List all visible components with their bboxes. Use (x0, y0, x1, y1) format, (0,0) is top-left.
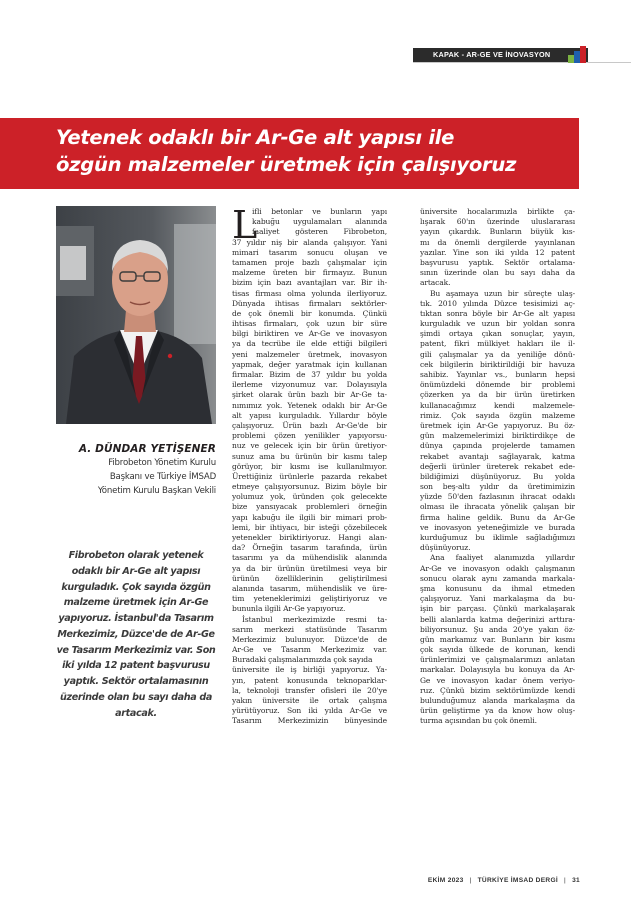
body-text-line: çözerken ya da bir ürün üretirken (420, 390, 575, 400)
section-tag: KAPAK - AR-GE VE İNOVASYON (413, 48, 588, 62)
body-text-line: üniversite ile iş birliği yapıyoruz. Ya- (232, 665, 387, 675)
body-text-line: Merkezimiz bulunuyor. Düzce'de de (232, 634, 387, 644)
body-text-line: cek bilgilerin biriktirildiği bir havuza (420, 359, 575, 369)
body-text-line: Ürettiğiniz ürünlerle pazarda rekabet (232, 471, 387, 481)
pull-quote (56, 548, 216, 721)
body-text-line: de çok önemli bir konumda. Çünkü (232, 308, 387, 318)
body-text-line: çok sayıda ülkede de korunan, kendi (420, 645, 575, 655)
body-text-line: üniversite hocalarımızla birlikte ça- (420, 207, 575, 216)
body-text-line: yazılar. Yine son iki yılda 12 patent (420, 247, 575, 257)
body-text-line: çalışıyoruz. Yani markalaşma da bu- (420, 594, 575, 604)
body-text-line: da? Örneğin tasarım tarafında, ürün (232, 543, 387, 553)
body-text-line: turma açısından bu çok önemli. (420, 716, 537, 726)
body-text-line: kurguladık ve uzun bir yoldan sonra (420, 319, 575, 329)
pull-quote-line: malzeme üretmek için Ar-Ge (63, 597, 209, 609)
body-text-line: bize yansıyacak problemleri örneğin (232, 502, 387, 512)
body-text-line: yın, patent konusunda teknoparklar- (232, 675, 387, 685)
body-text-line: ifli betonlar ve bunların yapı (252, 207, 387, 216)
body-text-line: değerli ürünler üreterek rekabet ede- (420, 461, 575, 471)
body-text-line: ruz. Çünkü bizim sektörümüzde kendi (420, 685, 575, 695)
body-text-line: önümüzdeki dönemde bir problemi (420, 380, 575, 390)
body-text-line: ve inovasyon yeteneğimizle ve burada (420, 522, 575, 532)
person-role-line-3: Yönetim Kurulu Başkan Vekili (97, 486, 216, 496)
body-text-line: kullanacağımız kendi malzemele- (420, 400, 575, 410)
body-text-line: Ar-Ge ve Tasarım Merkezimiz var. (232, 645, 387, 655)
body-text-line: yapmak, değer yaratmak için kullanan (232, 359, 387, 369)
body-text-line: patent, fikri mülkiyet hakları ile il- (420, 339, 575, 349)
body-text-line: sunuz ama bu ürünün bir kısmı talep (232, 451, 387, 461)
body-text-line: bununla ilgili Ar-Ge yapıyoruz. (232, 604, 346, 614)
body-text-line: alt yapısı kurguladık. Yıllardır böyle (232, 410, 387, 420)
pull-quote-line: Merkezimiz, Düzce'de de Ar-Ge (57, 628, 215, 640)
body-text-line: lışarak 60'ın üzerinde uluslararası (420, 217, 575, 227)
body-text-line: gün markamız var. Bunların bir kısmı (420, 634, 575, 644)
body-text-line: ilerleme vizyonumuz var. Dolayısıyla (232, 380, 387, 390)
body-text-line: Buradaki çalışmalarımızda çok sayıda (232, 655, 373, 665)
article-title (56, 124, 579, 178)
body-text-line: tasarımı ya da mühendislik alanında (232, 553, 387, 563)
body-text-line: nımımız yok. Yetenek odaklı bir Ar-Ge (232, 400, 387, 410)
body-text-line: 37 yıldır niş bir alanda çalışıyor. Yani (232, 237, 387, 247)
body-text-line: yeni malzemeler üretmek, inovasyon (232, 349, 387, 359)
magazine-name: TÜRKİYE İMSAD DERGİ (477, 877, 559, 884)
body-text-line: görüyor, bir kısmı ise kullanılmıyor. (232, 461, 387, 471)
title-banner (0, 118, 579, 189)
photo-caption (56, 443, 216, 498)
body-text-line: yayın çıkardık. Bunların büyük kıs- (420, 227, 575, 237)
person-name: A. DÜNDAR YETİŞENER (78, 443, 216, 455)
body-text-line: yakın üniversite ile ortak çalışma (232, 696, 387, 705)
pull-quote-line: Fibrobeton olarak yetenek (68, 550, 204, 561)
portrait-illustration (56, 206, 216, 424)
page-footer (428, 877, 580, 884)
body-text-line: mı da önemli dergilerde yayınlanan (420, 237, 575, 247)
pull-quote-line: iki yılda 12 patent başvurusu (62, 660, 210, 672)
pull-quote-line: kurguladık. Çok sayıda özgün (61, 581, 211, 593)
body-text-line: Dünyada ihtisas firmaları sektörler- (232, 298, 387, 308)
body-text-line: dünya çapında projelerde tamamen (420, 441, 575, 451)
body-text-line: ya da tecrübe ile elde ettiği bilgileri (232, 339, 387, 349)
body-text-line: şimdi ortaya çıkan sonuçlar, yayın, (420, 329, 575, 339)
body-text-line: son beş-altı yıldır da üretimimizin (420, 482, 575, 492)
body-column-2 (420, 207, 575, 727)
body-text-line: şma konusunu da ihmal etmeden (420, 583, 575, 593)
body-text-line: bizim için bazı avantajları var. Bir ih- (232, 278, 387, 288)
body-text-line: rekabet avantajı sağlayarak, katma (420, 451, 575, 461)
body-text-line: bulunduğumuz alanda markalaşma da (420, 696, 575, 705)
body-text-line: tık. 2010 yılında Düzce tesisimizi aç- (420, 298, 575, 308)
page-number: 31 (572, 877, 580, 884)
body-text-line: yetenekler biriktiriyoruz. Hangi alan- (232, 533, 387, 542)
body-text-line: işin bir parçası. Çünkü markalaşarak (420, 604, 575, 614)
body-text-line: kabuğu uygulamaları alanında (252, 217, 387, 227)
body-text-line: tamamen proje bazlı çalışmalar için (232, 257, 387, 267)
body-text-line: Bu aşamaya uzun bir süreçte ulaş- (430, 288, 575, 298)
body-text-line: nuz ve gelecek için bir ürün üretiyor- (232, 441, 387, 451)
body-text-line: alanında tasarım, mühendislik ve üre- (232, 583, 387, 593)
brand-logo-icon (568, 46, 586, 66)
body-text-line: bildiğimizi düşünüyoruz. Bu yolda (420, 471, 575, 481)
pull-quote-line: odaklı bir Ar-Ge alt yapısı (71, 565, 201, 577)
body-text-line: olması ile ihracata yönelik çalışan bir (420, 502, 575, 512)
body-text-line: gün malzemelerimizi biriktirdikçe de (420, 431, 575, 441)
footer-separator: | (469, 877, 472, 884)
body-text-line: bilgi biriktiren ve Ar-Ge ve inovasyon (232, 329, 387, 339)
pull-quote-line: yapıyoruz. İstanbul'da Tasarım (58, 613, 214, 624)
footer-separator: | (564, 877, 567, 884)
body-text-line: sahibiz. Yayınlar vs., bunların hepsi (420, 370, 575, 379)
person-role-line-1: Fibrobeton Yönetim Kurulu (108, 458, 216, 468)
portrait-photo (56, 206, 216, 424)
body-text-line: faaliyet gösteren Fibrobeton, (252, 227, 387, 237)
body-text-line: artacak. (420, 278, 451, 288)
pull-quote-line: artacak. (115, 707, 157, 719)
body-text-line: ihtisas firmaları, çok uzun bir süre (232, 319, 387, 329)
body-text-line: lemi, bir ihtiyacı, bir isteği çözebilecek (232, 522, 387, 532)
body-text-line: şirket olarak ürün bazlı bir Ar-Ge ta- (232, 390, 387, 400)
body-text-line: tisas firması olma yolunda ilerliyoruz. (232, 288, 387, 298)
body-text-line: mimari tasarım sonucu oluşan ve (232, 247, 387, 257)
person-role-line-2: Başkanı ve Türkiye İMSAD (109, 472, 216, 482)
body-text-line: ürünlerimizi ve çalışmalarımızı anlatan (420, 655, 575, 665)
pull-quote-line: ve Tasarım Merkezimiz var. Son (56, 644, 216, 656)
body-text-line: ya da bir ürünün üretilmesi veya bir (232, 563, 387, 573)
article-title-line-1: Yetenek odaklı bir Ar-Ge alt yapısı ile (56, 126, 455, 149)
body-text-line: üretmek için Ar-Ge yapıyoruz. Bu öz- (420, 420, 575, 430)
body-text-line: kurduğumuz bu iklimle sağladığımızı (420, 533, 575, 542)
body-text-line: biliyorsunuz. Şu anda 20'ye yakın öz- (420, 624, 575, 634)
article-title-line-2: özgün malzemeler üretmek için çalışıyoruz (56, 153, 517, 176)
body-text-line: firma haline geldik. Bunu da Ar-Ge (420, 512, 575, 522)
drop-cap: L (232, 203, 258, 247)
body-text-line: yürütüyoruz. Son iki yılda Ar-Ge ve (232, 706, 387, 716)
body-text-line: gili çalışmalar ya da yeniliğe dönü- (420, 349, 575, 359)
body-text-line: tim yeteneklerimizi geliştiriyoruz ve (232, 594, 387, 604)
body-text-line: yapı kabuğu ile ilgili bir mimari prob- (232, 512, 387, 522)
body-text-line: İstanbul merkezimizde resmi ta- (242, 614, 387, 624)
body-text-line: ürünün özelliklerinin geliştirilmesi (232, 573, 387, 583)
body-text-line: Ge ve inovasyon kadar önem veriyo- (420, 675, 575, 685)
body-text-line: Tasarım Merkezimizin bünyesinde (232, 716, 387, 726)
pull-quote-line: üzerinde olan bu sayı daha da (60, 691, 212, 703)
body-text-line: yolumuz yok, üründen çok gelecekte (232, 492, 387, 502)
body-text-line: Ar-Ge ve inovasyon odaklı çalışmanın (420, 563, 575, 573)
body-text-line: malzeme üreten bir firmayız. Bunun (232, 268, 387, 278)
body-text-line: markalar. Dolayısıyla bu konuya da Ar- (420, 665, 575, 675)
body-text-line: yüzde 50'den fazlasının ihracat odaklı (420, 492, 575, 502)
body-text-line: sının üzerinde olan bu sayı daha da (420, 268, 575, 278)
body-text-line: sonucu olarak aynı zamanda markala- (420, 573, 575, 583)
body-text-line: firmalar. Bizim de 37 yıldır bu yolda (232, 370, 387, 379)
body-text-line: tıktan sonra böyle bir Ar-Ge alt yapısı (420, 308, 575, 318)
body-text-line: rimiz. Çok sayıda özgün malzeme (420, 410, 575, 420)
body-text-line: çalışıyoruz. Ürün bazlı Ar-Ge'de bir (232, 420, 387, 430)
body-text-line: etmeye çalışıyorsunuz. Bizim böyle bir (232, 482, 387, 492)
pull-quote-line: yaptık. Sektör ortalamasının (63, 676, 209, 687)
body-text-line: düşünüyoruz. (420, 543, 471, 553)
body-text-line: belli alanlarda katma değerinizi arttıra- (420, 614, 575, 624)
body-text-line: ürün geliştirme ya da know how oluş- (420, 706, 575, 716)
body-text-line: la, teknoloji transfer ofisleri ile 20'ye (232, 685, 387, 695)
body-column-1 (232, 203, 387, 727)
header-rule (413, 62, 631, 63)
body-text-line: problemi çözen yenilikler yapıyorsu- (232, 431, 387, 441)
body-text-line: Ana faaliyet alanımızda yıllardır (430, 553, 575, 563)
issue-date: EKİM 2023 (427, 877, 464, 884)
body-text-line: başvurusu yaptık. Sektör ortalama- (420, 257, 575, 267)
body-text-line: sarım merkezi statüsünde Tasarım (232, 624, 387, 634)
